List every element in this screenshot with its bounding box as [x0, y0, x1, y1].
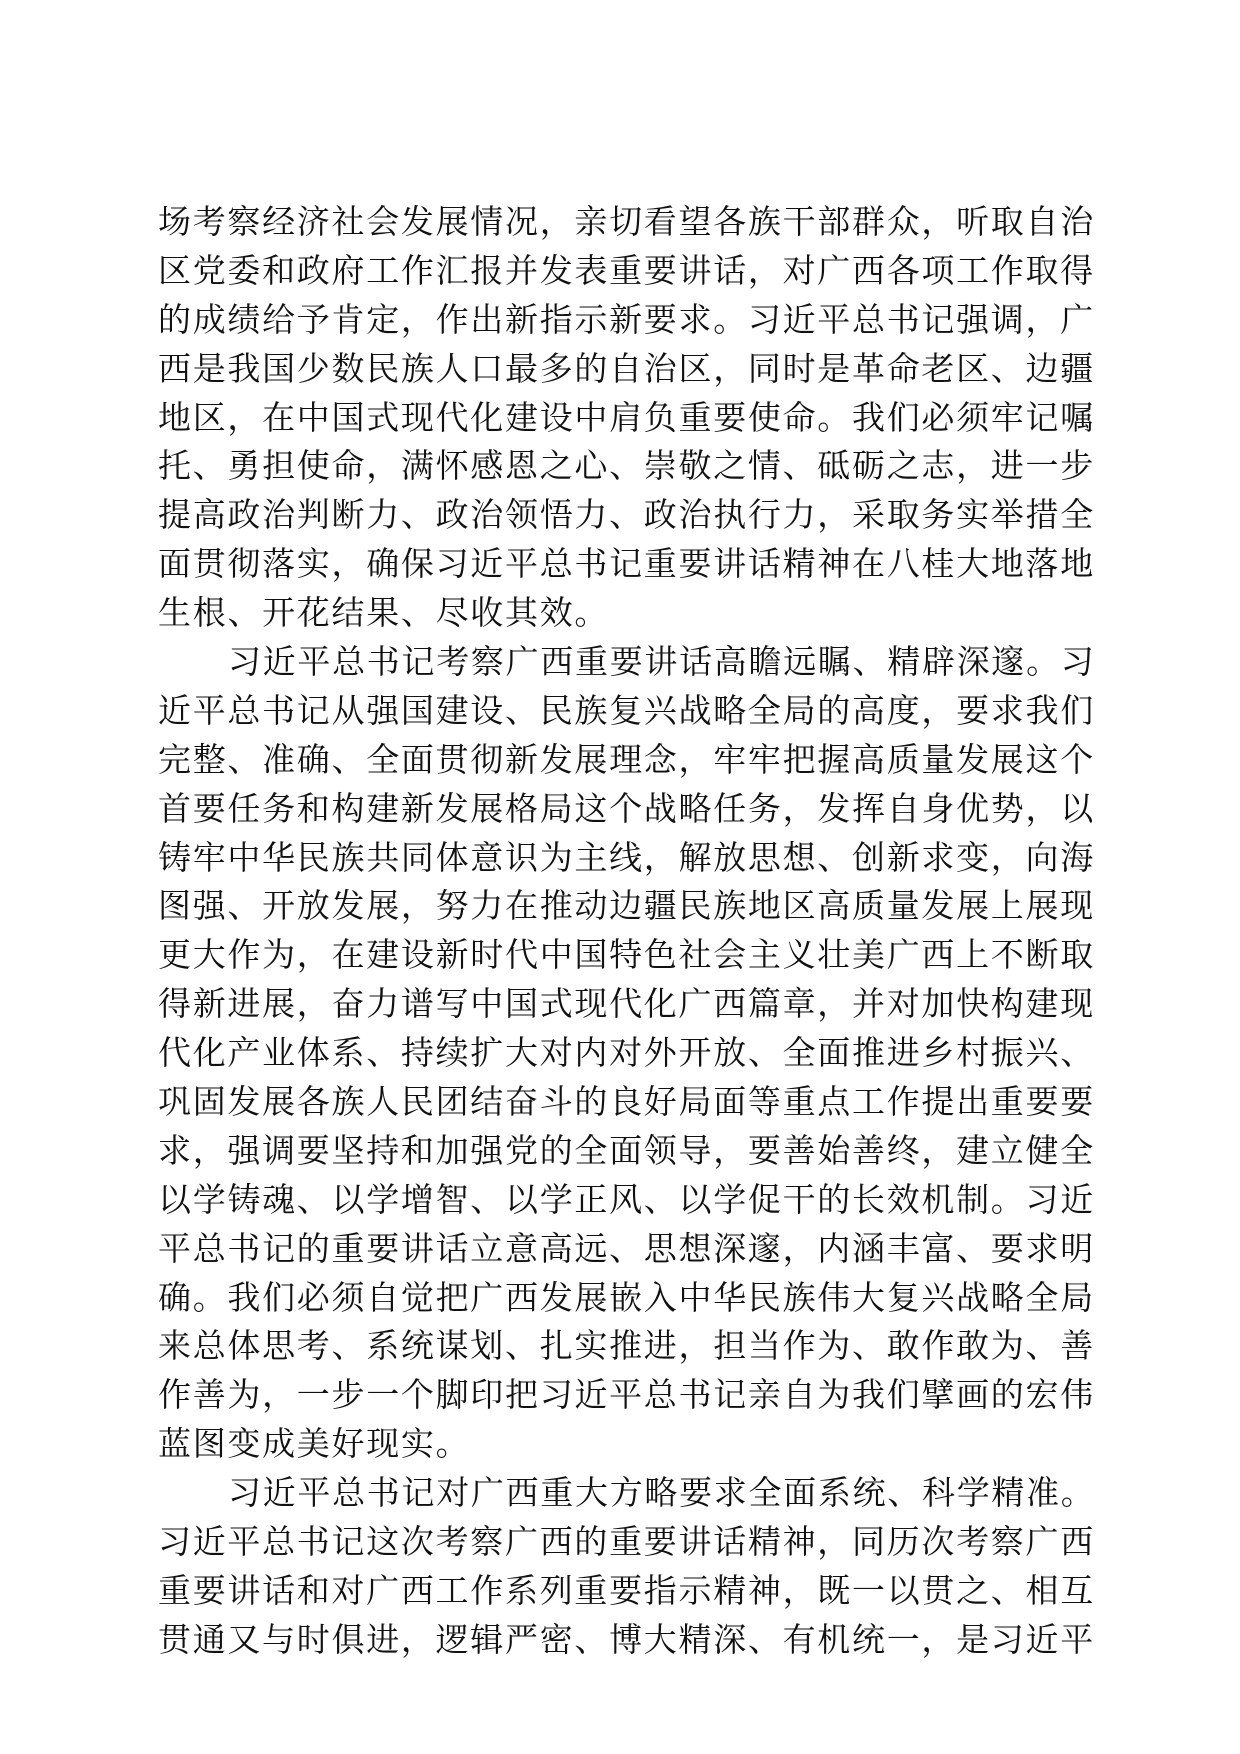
- text-line: 近平总书记从强国建设、民族复兴战略全局的高度，要求我们: [158, 690, 1095, 730]
- text-line: 代化产业体系、持续扩大对内对外开放、全面推进乡村振兴、: [158, 1033, 1095, 1073]
- text-line: 求，强调要坚持和加强党的全面领导，要善始善终，建立健全: [158, 1130, 1095, 1170]
- text-line: 作善为，一步一个脚印把习近平总书记亲自为我们擘画的宏伟: [158, 1375, 1095, 1415]
- text-line: 更大作为，在建设新时代中国特色社会主义壮美广西上不断取: [158, 935, 1095, 975]
- text-line: 完整、准确、全面贯彻新发展理念，牢牢把握高质量发展这个: [158, 739, 1095, 779]
- text-line: 贯通又与时俱进，逻辑严密、博大精深、有机统一，是习近平: [158, 1619, 1095, 1659]
- text-line: 托、勇担使命，满怀感恩之心、崇敬之情、砥砺之志，进一步: [158, 446, 1095, 486]
- text-line: 铸牢中华民族共同体意识为主线，解放思想、创新求变，向海: [158, 837, 1095, 877]
- text-line: 提高政治判断力、政治领悟力、政治执行力，采取务实举措全: [158, 495, 1095, 535]
- text-line: 以学铸魂、以学增智、以学正风、以学促干的长效机制。习近: [158, 1179, 1095, 1219]
- text-line: 重要讲话和对广西工作系列重要指示精神，既一以贯之、相互: [158, 1570, 1095, 1610]
- text-line: 来总体思考、系统谋划、扎实推进，担当作为、敢作敢为、善: [158, 1326, 1095, 1366]
- text-line: 面贯彻落实，确保习近平总书记重要讲话精神在八桂大地落地: [158, 544, 1095, 584]
- text-line: 习近平总书记这次考察广西的重要讲话精神，同历次考察广西: [158, 1522, 1095, 1562]
- text-line: 场考察经济社会发展情况，亲切看望各族干部群众，听取自治: [158, 202, 1095, 241]
- text-line: 蓝图变成美好现实。: [158, 1424, 471, 1464]
- text-line: 巩固发展各族人民团结奋斗的良好局面等重点工作提出重要要: [158, 1082, 1095, 1122]
- paragraph-first-line: 习近平总书记考察广西重要讲话高瞻远瞩、精辟深邃。习: [228, 642, 1096, 682]
- text-line: 首要任务和构建新发展格局这个战略任务，发挥自身优势，以: [158, 788, 1095, 828]
- paragraph-first-line: 习近平总书记对广西重大方略要求全面系统、科学精准。: [228, 1473, 1096, 1513]
- text-line: 的成绩给予肯定，作出新指示新要求。习近平总书记强调，广: [158, 299, 1095, 339]
- text-line: 区党委和政府工作汇报并发表重要讲话，对广西各项工作取得: [158, 250, 1095, 290]
- text-line: 图强、开放发展，努力在推动边疆民族地区高质量发展上展现: [158, 886, 1095, 926]
- text-line: 西是我国少数民族人口最多的自治区，同时是革命老区、边疆: [158, 348, 1095, 388]
- document-body: [158, 198, 1096, 1665]
- text-line: 确。我们必须自觉把广西发展嵌入中华民族伟大复兴战略全局: [158, 1277, 1095, 1317]
- text-line: 生根、开花结果、尽收其效。: [158, 593, 610, 633]
- text-line: 得新进展，奋力谱写中国式现代化广西篇章，并对加快构建现: [158, 984, 1095, 1024]
- text-line: 平总书记的重要讲话立意高远、思想深邃，内涵丰富、要求明: [158, 1228, 1095, 1268]
- text-line: 地区，在中国式现代化建设中肩负重要使命。我们必须牢记嘱: [158, 397, 1095, 437]
